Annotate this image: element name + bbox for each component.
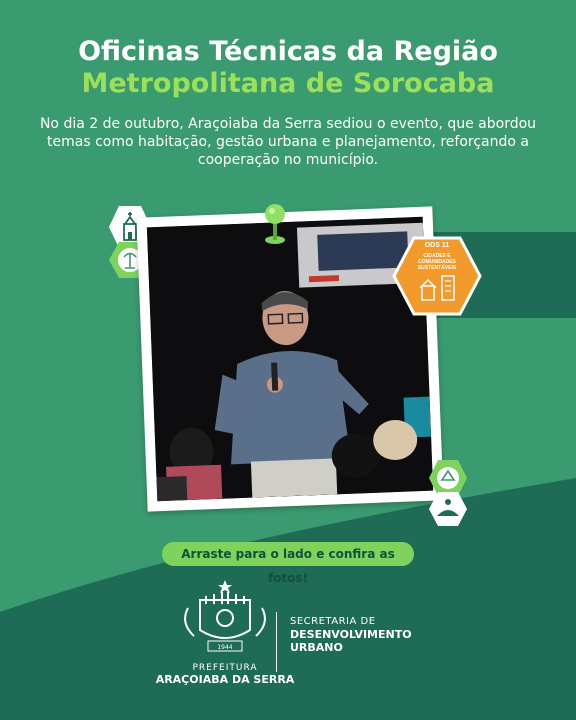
title-line-2: Metropolitana de Sorocaba <box>81 68 495 99</box>
secretaria-block <box>290 615 412 654</box>
page-title <box>0 36 576 100</box>
ods-number: ODS 11 <box>424 242 450 249</box>
ods-name: CIDADES E COMUNIDADES SUSTENTÁVEIS <box>417 253 457 271</box>
swipe-cta-button[interactable]: Arraste para o lado e confira as fotos! <box>162 542 414 566</box>
ods-label <box>392 240 482 271</box>
divider <box>276 612 277 672</box>
event-photo <box>147 217 433 501</box>
prefeitura-coat-of-arms <box>170 578 280 658</box>
logo-year: 1944 <box>217 644 233 651</box>
prefeitura-label: PREFEITURA <box>192 663 258 673</box>
city-name: ARAÇOIABA DA SERRA <box>155 673 295 686</box>
secretaria-line-2: DESENVOLVIMENTO <box>290 628 412 641</box>
pushpin-icon <box>258 202 292 246</box>
title-line-1: Oficinas Técnicas da Região <box>78 36 498 67</box>
description-text: No dia 2 de outubro, Araçoiaba da Serra sediou o evento, que abordou temas como habitação, gestão urbana e planejamento, reforçando a cooperação no município. <box>39 116 537 168</box>
secretaria-line-1: SECRETARIA DE <box>290 616 376 627</box>
secretaria-line-3: URBANO <box>290 641 343 654</box>
landscape-icon <box>428 490 468 528</box>
